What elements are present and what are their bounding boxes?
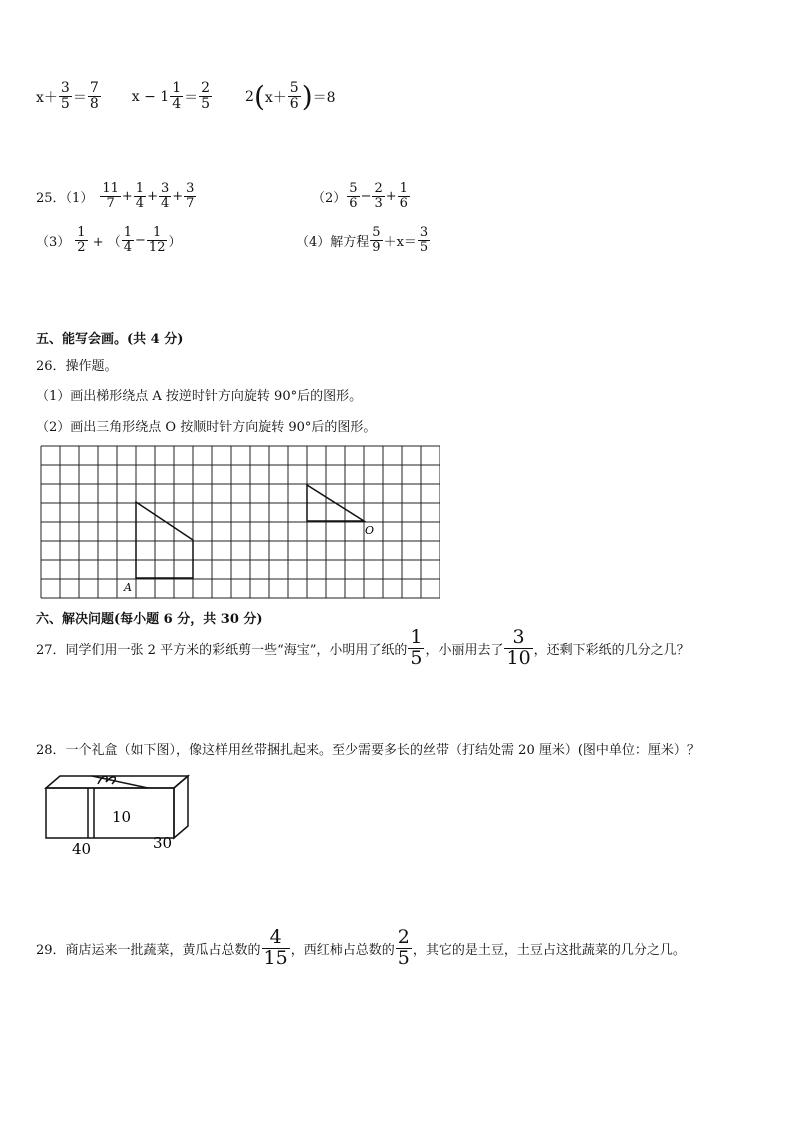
- q25p2-f3n: 1: [399, 181, 408, 196]
- q25p3-label: （3）: [36, 234, 71, 250]
- q25p3-f3d: 12: [148, 239, 166, 255]
- q27-text-c: ，还剩下彩纸的几分之几？: [533, 642, 690, 658]
- q25p4-f1n: 5: [372, 225, 381, 240]
- q27-f1n: 1: [410, 626, 423, 648]
- box-width-label: 30: [153, 834, 173, 852]
- section5-heading: 五、能写会画。(共 4 分): [36, 332, 184, 347]
- box-length-label: 40: [72, 840, 92, 858]
- q25-label: 25．（1）: [36, 190, 94, 206]
- q29-f2d: 5: [397, 946, 410, 969]
- q25p3-f3n: 1: [147, 226, 168, 241]
- q25p4-f1d: 9: [372, 239, 381, 255]
- q25p1-f2d: 4: [135, 195, 145, 211]
- q25p3-f1d: 2: [77, 239, 86, 255]
- eq1-rnum: 7: [89, 80, 99, 97]
- q27-f1d: 5: [410, 646, 423, 669]
- eq3-den: 6: [289, 96, 299, 112]
- q27-text-a: 27．同学们用一张 2 平方米的彩纸剪一些“海宝”，小明用了纸的: [36, 642, 408, 658]
- q29-f1n: 4: [262, 928, 290, 949]
- q25p3-f1n: 1: [77, 225, 86, 240]
- grid-label-o: O: [365, 524, 375, 537]
- q25p1-f3d: 4: [160, 195, 170, 211]
- eq1-num: 3: [60, 80, 70, 97]
- eq1-left: x＋: [36, 89, 58, 106]
- eq2-op: ＝: [184, 89, 199, 106]
- q25-part1: 25．（1） $\frac{11}{7}$ + $\frac{1}{4}$ + $\frac{3}{4}$ + $\frac{3}{7}$: [36, 181, 195, 211]
- q29: [36, 928, 686, 969]
- ribbon-top-diag: [92, 776, 148, 788]
- eq1-rden: 8: [89, 96, 99, 112]
- q25p2-f3d: 6: [399, 195, 408, 211]
- q26-title: 26．操作题。: [36, 359, 118, 374]
- eq3-coef: 2: [245, 88, 254, 105]
- q29-f1d: 15: [263, 946, 288, 969]
- q25p1-f2n: 1: [135, 181, 145, 196]
- equation-3: 2 ( x＋ $\frac{5}{6}$ ) ＝8: [245, 80, 336, 113]
- eq3-rhs: ＝8: [312, 89, 336, 106]
- q25p4-label: （4）解方程: [296, 234, 370, 250]
- q25p1-f4d: 7: [186, 195, 195, 211]
- q29-text-b: ，西红柿占总数的: [290, 942, 395, 958]
- eq2-num: 1: [172, 80, 182, 97]
- q28-text: 28．一个礼盒（如下图），像这样用丝带捆扎起来。至少需要多长的丝带（打结处需 20 厘米）(图中单位：厘米）？: [36, 743, 700, 758]
- section6-heading: 六、解决问题(每小题 6 分，共 30 分): [36, 612, 263, 627]
- q27-text-b: ，小丽用去了: [425, 642, 504, 658]
- q25p1-f1d: 7: [106, 195, 115, 211]
- q26-part1: （1）画出梯形绕点 A 按逆时针方向旋转 90°后的图形。: [36, 389, 363, 404]
- q25p2-f2n: 2: [374, 181, 383, 196]
- eq2-left: x − 1: [131, 88, 170, 105]
- q25p3-f2n: 1: [123, 225, 133, 240]
- q29-text-c: ，其它的是土豆，土豆占这批蔬菜的几分之几。: [412, 942, 686, 958]
- box-side: [174, 776, 188, 838]
- grid-label-a: A: [124, 581, 132, 594]
- q29-f2n: 2: [397, 926, 410, 948]
- q25p2-f1d: 6: [349, 195, 358, 211]
- q27: [36, 628, 690, 669]
- grid-lines: [41, 446, 440, 598]
- q25p1-f4n: 3: [186, 181, 195, 196]
- rotation-grid: [40, 445, 440, 599]
- q25-part3: （3） $\frac{1}{2}$ + （ $\frac{1}{4}$ − $\frac{1}{12}$ ）: [36, 225, 182, 255]
- q26-part2: （2）画出三角形绕点 O 按顺时针方向旋转 90°后的图形。: [36, 420, 377, 435]
- equation-2: [132, 81, 213, 111]
- q25-part4: [296, 226, 431, 254]
- q25-part2: （2） $\frac{5}{6}$ − $\frac{2}{3}$ + $\frac{1}{6}$: [312, 181, 408, 211]
- q29-text-a: 29．商店运来一批蔬菜，黄瓜占总数的: [36, 942, 261, 958]
- eq1-den: 5: [60, 96, 70, 112]
- equation-1: [36, 81, 102, 111]
- box-height-label: 10: [112, 808, 132, 826]
- gift-box-figure: [40, 770, 200, 862]
- trapezoid-shape: [136, 502, 193, 578]
- eq3-num: 5: [289, 80, 299, 97]
- equation-row: [36, 80, 336, 113]
- q25p3-f2d: 4: [123, 239, 133, 255]
- q25p2-f2d: 3: [374, 195, 383, 211]
- q25p4-mid: ＋x＝: [383, 234, 417, 250]
- eq1-op: ＝: [72, 89, 87, 106]
- eq2-rden: 5: [201, 96, 211, 112]
- eq2-den: 4: [172, 96, 182, 112]
- eq2-rnum: 2: [201, 80, 211, 97]
- q27-f2d: 10: [506, 646, 531, 669]
- q25p1-f1n: 11: [102, 181, 119, 196]
- box-front: [46, 788, 174, 838]
- q27-f2n: 3: [504, 628, 532, 649]
- q25p4-f2n: 3: [419, 225, 429, 240]
- q25p2-f1n: 5: [349, 181, 358, 196]
- eq3-inner: x＋: [264, 89, 287, 106]
- q25p2-label: （2）: [312, 190, 347, 206]
- q25p1-f3n: 3: [160, 181, 170, 196]
- q25p4-f2d: 5: [419, 239, 429, 255]
